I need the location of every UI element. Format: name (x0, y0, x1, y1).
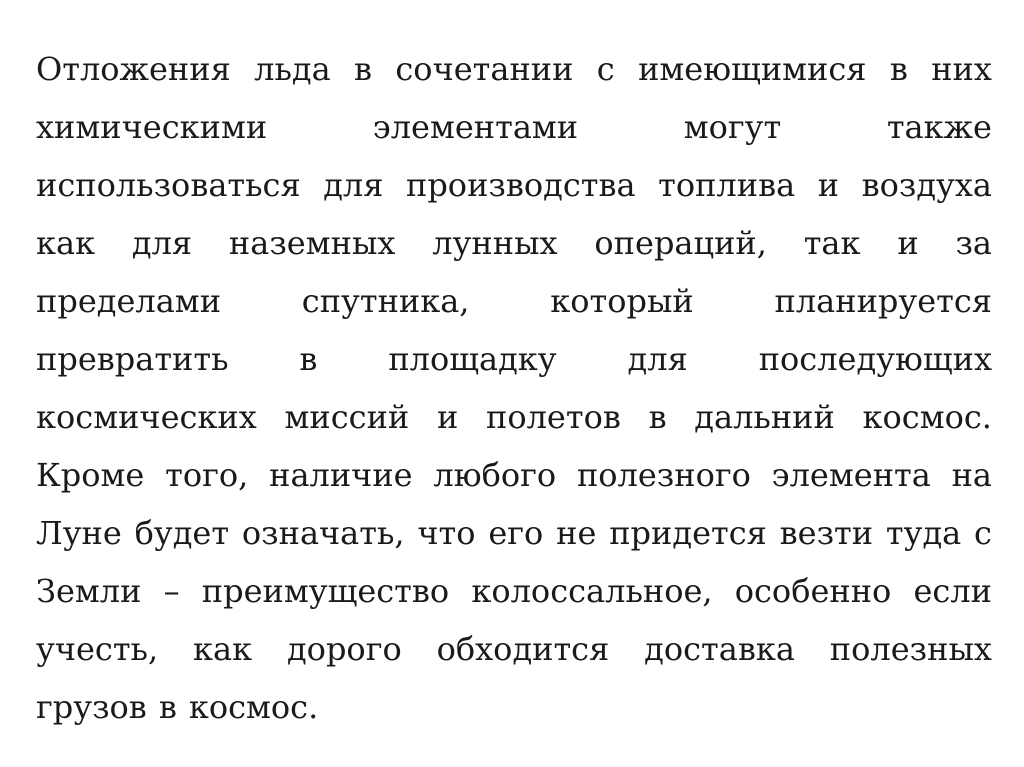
word: космос. (862, 398, 992, 436)
word: последующих (758, 340, 992, 378)
word: – (163, 572, 180, 610)
word: в (889, 50, 908, 88)
word: пределами (36, 282, 222, 320)
word: как (193, 630, 253, 668)
word: с (596, 50, 615, 88)
word: полезного (576, 456, 751, 494)
word: для (131, 224, 193, 262)
word: Отложения (36, 50, 231, 88)
text-line (36, 678, 992, 736)
word: них (931, 50, 992, 88)
word: имеющимися (638, 50, 867, 88)
word: Земли (36, 572, 142, 610)
text-line (36, 40, 992, 98)
word: придется (609, 514, 767, 552)
word: его (488, 514, 544, 552)
word: доставка (644, 630, 795, 668)
text-line (36, 504, 992, 562)
word: спутника, (301, 282, 470, 320)
word: льда (254, 50, 331, 88)
word: наземных (228, 224, 396, 262)
word: в (354, 50, 373, 88)
word: также (886, 108, 992, 146)
word: в (648, 398, 667, 436)
word: преимущество (201, 572, 450, 610)
text-line (36, 156, 992, 214)
word: не (556, 514, 597, 552)
word: любого (433, 456, 557, 494)
text-line (36, 214, 992, 272)
text-line (36, 562, 992, 620)
word: планируется (774, 282, 992, 320)
word: грузов (36, 688, 147, 726)
word: космос. (188, 688, 319, 726)
word: дорого (286, 630, 402, 668)
word: везти (779, 514, 874, 552)
word: за (955, 224, 992, 262)
word: туда (885, 514, 962, 552)
word: элемента (771, 456, 931, 494)
word: на (951, 456, 992, 494)
word: превратить (36, 340, 229, 378)
word: химическими (36, 108, 268, 146)
word: Луне (36, 514, 122, 552)
text-line (36, 330, 992, 388)
word: обходится (436, 630, 610, 668)
word: если (913, 572, 992, 610)
word: для (323, 166, 384, 204)
word: и (897, 224, 919, 262)
text-line (36, 388, 992, 446)
word: что (417, 514, 476, 552)
word: с (974, 514, 992, 552)
word: космических (36, 398, 257, 436)
word: означать, (241, 514, 405, 552)
word: могут (683, 108, 782, 146)
word: полезных (829, 630, 992, 668)
word: миссий (284, 398, 410, 436)
word: будет (134, 514, 230, 552)
word: в (299, 340, 318, 378)
word: и (817, 166, 840, 204)
word: сочетании (395, 50, 574, 88)
word: элементами (372, 108, 579, 146)
word: особенно (734, 572, 892, 610)
word: дальний (694, 398, 835, 436)
word: учесть, (36, 630, 159, 668)
word: и (436, 398, 459, 436)
word: как (36, 224, 96, 262)
word: полетов (486, 398, 621, 436)
word: наличие (269, 456, 413, 494)
word: так (803, 224, 861, 262)
word: который (550, 282, 694, 320)
text-line (36, 272, 992, 330)
word: Кроме (36, 456, 145, 494)
word: топлива (658, 166, 796, 204)
word: воздуха (861, 166, 992, 204)
word: того, (165, 456, 249, 494)
word: колоссальное, (471, 572, 713, 610)
word: площадку (388, 340, 557, 378)
text-line (36, 620, 992, 678)
word: производства (405, 166, 636, 204)
word: в (158, 688, 177, 726)
text-line (36, 446, 992, 504)
word: операций, (594, 224, 767, 262)
word: использоваться (36, 166, 301, 204)
word: для (627, 340, 688, 378)
paragraph (36, 40, 992, 736)
word: лунных (432, 224, 558, 262)
text-line (36, 98, 992, 156)
